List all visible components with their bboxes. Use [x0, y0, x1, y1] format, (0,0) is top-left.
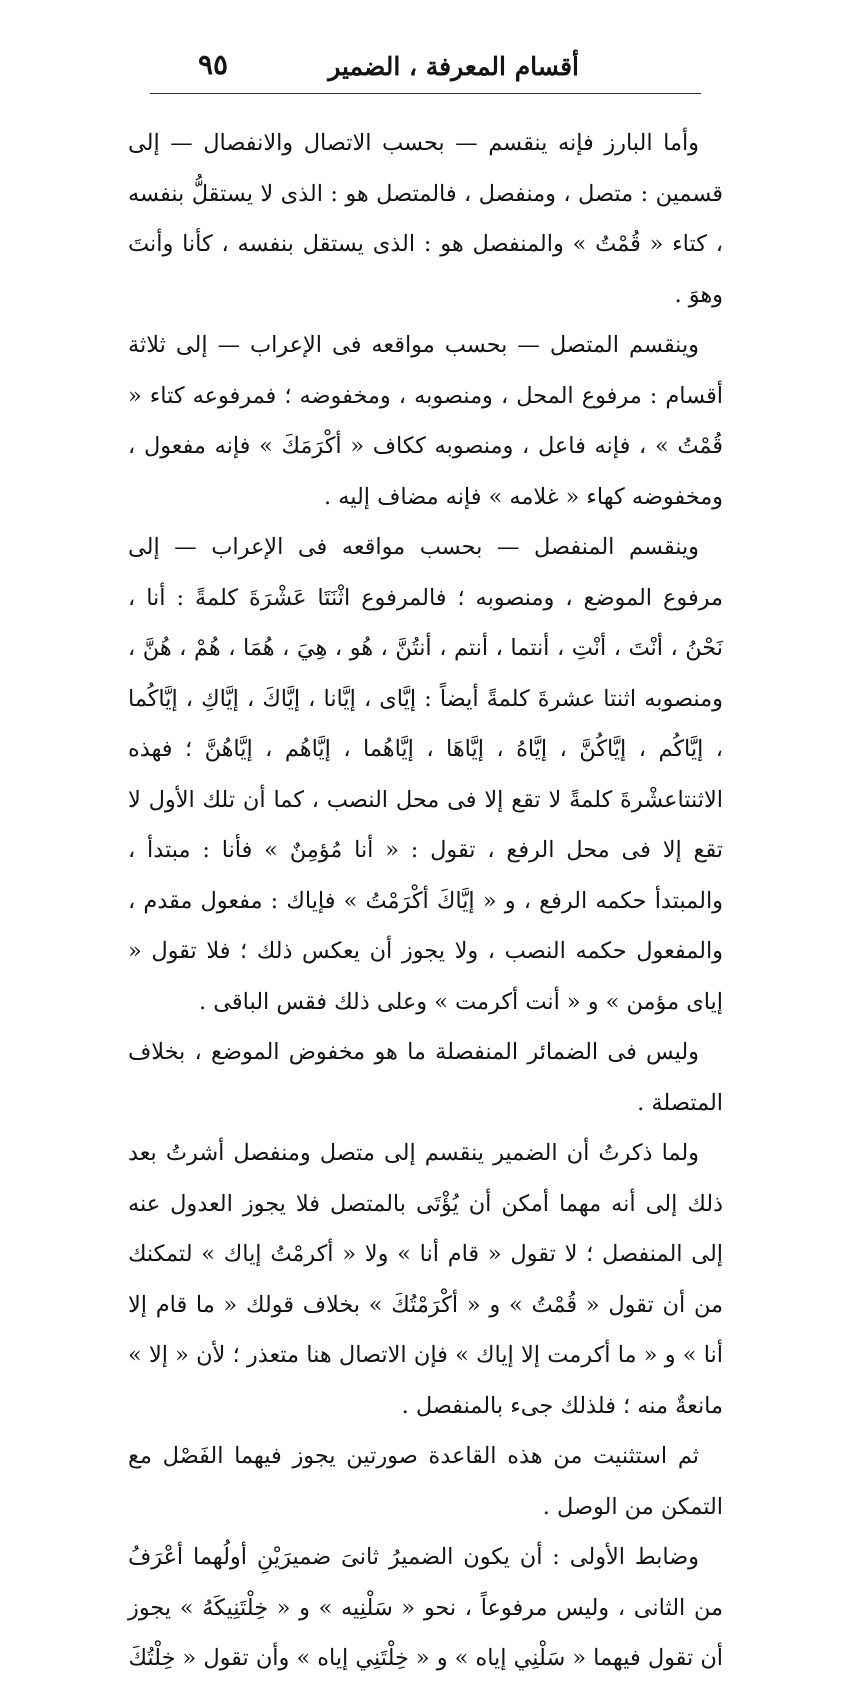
paragraph-munfasil-division: وينقسم المنفصل — بحسب مواقعه فى الإعراب — إلى مرفوع الموضع ، ومنصوبه ؛ فالمرفوع اثْنَتَا عَشْرَةَ كلمةً : أنا ، نَحْنُ ، أنْتَ ، أنْتِ ، أنتما ، أنتم ، أنتُنَّ ، هُو ، هِيَ ، هُمَا ، هُمْ ، هُنَّ ، ومنصوبه اثنتا عشرةَ كلمةً أيضاً : إيَّاى ، إيَّانا ، إيَّاكَ ، إيَّاكِ ، إيَّاكُما ، إيَّاكُم ، إيَّاكُنَّ ، إيَّاهُ ، إيَّاهَا ، إيَّاهُما ، إيَّاهُم ، إيَّاهُنَّ ؛ فهذه الاثنتاعشْرةَ كلمةً لا تقع إلا فى محل النصب ، كما أن تلك الأول لا تقع إلا فى محل الرفع ، تقول : « أنا مُؤمِنٌ » فأنا : مبتدأ ، والمبتدأ حكمه الرفع ، و « إيَّاكَ أكْرَمْتُ » فإياك : مفعول مقدم ، والمفعول حكمه النصب ، ولا يجوز أن يعكس ذلك ؛ فلا تقول « إياى مؤمن » و « أنت أكرمت » وعلى ذلك فقس الباقى . — [128, 534, 723, 1015]
paragraph-no-genitive-munfasil: وليس فى الضمائر المنفصلة ما هو مخفوض الموضع ، بخلاف المتصلة . — [128, 1039, 723, 1116]
page-number: ٩٥ — [198, 48, 229, 81]
paragraph-two-exceptions: ثم استثنيت من هذه القاعدة صورتين يجوز فيهما الفَصْل مع التمكن من الوصل . — [128, 1443, 723, 1520]
main-text — [128, 118, 723, 1684]
paragraph-bariz-division: وأما البارز فإنه ينقسم — بحسب الاتصال والانفصال — إلى قسمين : متصل ، ومنفصل ، فالمتصل هو : الذى لا يستقلُّ بنفسه ، كتاء « قُمْتُ » والمنفصل هو : الذى يستقل بنفسه ، كأنا وأنتَ وهوَ . — [128, 130, 723, 308]
paragraph-muttasil-preferred: ولما ذكرتُ أن الضمير ينقسم إلى متصل ومنفصل أشرتُ بعد ذلك إلى أنه مهما أمكن أن يُؤْتَى بالمتصل فلا يجوز العدول عنه إلى المنفصل ؛ لا تقول « قام أنا » ولا « أكرمْتُ إياك » لتمكنك من أن تقول « قُمْتُ » و « أكْرَمْتُكَ » بخلاف قولك « ما قام إلا أنا » و « ما أكرمت إلا إياك » فإن الاتصال هنا متعذر ؛ لأن « إلا » مانعةٌ منه ؛ فلذلك جىء بالمنفصل . — [128, 1140, 723, 1419]
page-header — [150, 44, 699, 90]
running-title: أقسام المعرفة ، الضمير — [328, 52, 579, 81]
paragraph-muttasil-division: وينقسم المتصل — بحسب مواقعه فى الإعراب — إلى ثلاثة أقسام : مرفوع المحل ، ومنصوبه ، ومخفوضه ؛ فمرفوعه كتاء « قُمْتُ » ، فإنه فاعل ، ومنصوبه ككاف « أكْرَمَكَ » فإنه مفعول ، ومخفوضه كهاء « غلامه » فإنه مضاف إليه . — [128, 332, 723, 510]
paragraph-first-exception-rule: وضابط الأولى : أن يكون الضميرُ ثانىَ ضميرَيْنِ أولُهما أعْرَفُ من الثانى ، وليس مرفوعاً ، نحو « سَلْنِيه » و « خِلْتَنِيكَهُ » يجوز أن تقول فيهما « سَلْنِي إياه » و « خِلْتَنِي إياه » وأن تقول « خِلْتُكَ — [128, 1544, 723, 1671]
header-divider — [150, 93, 701, 94]
